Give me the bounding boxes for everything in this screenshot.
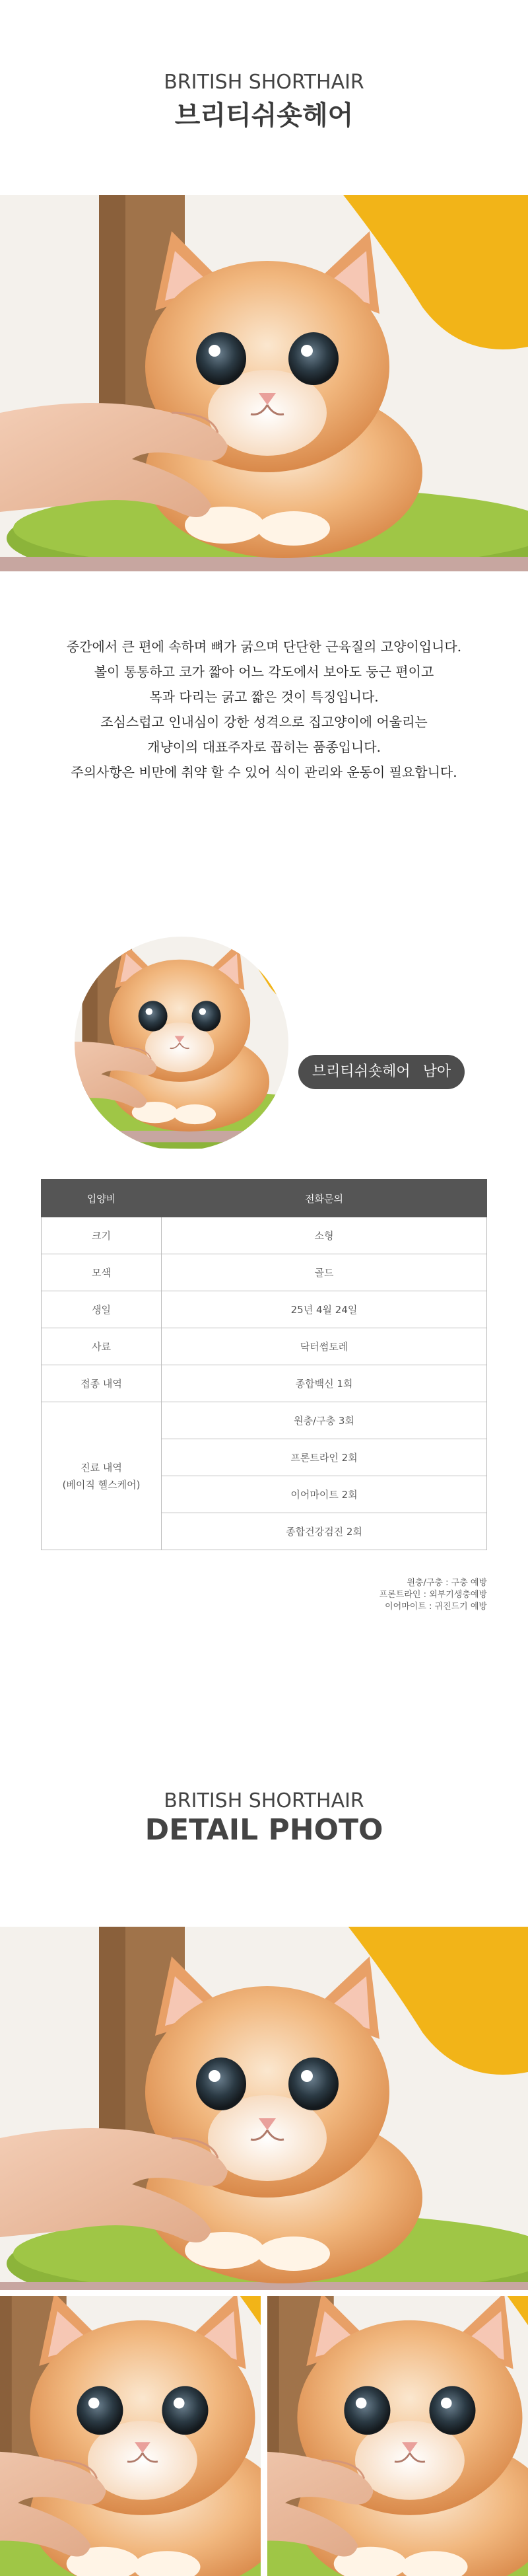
- treatment-notes: [380, 1577, 487, 1613]
- note-line: 원충/구충 : 구충 예방: [407, 1578, 487, 1588]
- table-row: [42, 1217, 487, 1254]
- detail-photo-large: [0, 1927, 528, 2290]
- detail-photo-right: [267, 2296, 528, 2576]
- kitten-photo-icon: [75, 937, 288, 1151]
- note-line: 이어마이트 : 귀진드기 예방: [385, 1602, 487, 1612]
- row-label: 사료: [42, 1328, 162, 1365]
- medical-label-line: 진료 내역: [81, 1461, 122, 1474]
- description-line: 볼이 통통하고 코가 짧아 어느 각도에서 보아도 둥근 편이고: [94, 664, 434, 680]
- row-label: 접종 내역: [42, 1365, 162, 1402]
- table-row: [42, 1328, 487, 1365]
- adoption-fee-value: 전화문의: [162, 1180, 487, 1217]
- medical-item: 프론트라인 2회: [162, 1439, 487, 1476]
- kitten-main-photo: [0, 195, 528, 571]
- row-label: 모색: [42, 1254, 162, 1291]
- medical-history-label: [42, 1402, 162, 1550]
- row-value: 골드: [162, 1254, 487, 1291]
- kitten-avatar: [75, 937, 288, 1151]
- kitten-photo-icon: [0, 195, 528, 571]
- row-label: 크기: [42, 1217, 162, 1254]
- kitten-photo-icon: [0, 1927, 528, 2290]
- description-line: 개냥이의 대표주자로 꼽히는 품종입니다.: [147, 739, 381, 755]
- row-value: 소형: [162, 1217, 487, 1254]
- kitten-photo-icon: [0, 2296, 261, 2576]
- detail-photo-left: [0, 2296, 261, 2576]
- description-line: 조심스럽고 인내심이 강한 성격으로 집고양이에 어울리는: [100, 714, 428, 730]
- row-value: 종합백신 1회: [162, 1365, 487, 1402]
- table-row: [42, 1180, 487, 1217]
- detail-photo-title: DETAIL PHOTO: [145, 1813, 383, 1847]
- description-line: 주의사항은 비만에 취약 할 수 있어 식이 관리와 운동이 필요합니다.: [71, 764, 457, 780]
- badge-sex: 남아: [422, 1063, 451, 1080]
- row-label: 생일: [42, 1291, 162, 1328]
- detail-breed-heading: BRITISH SHORTHAIR: [164, 1789, 364, 1812]
- kitten-info-table: [41, 1179, 487, 1550]
- row-value: 닥터썸토레: [162, 1328, 487, 1365]
- breed-english-heading: BRITISH SHORTHAIR: [164, 71, 364, 94]
- breed-sex-badge: [298, 1055, 465, 1089]
- kitten-photo-icon: [267, 2296, 528, 2576]
- medical-label-line: (베이직 헬스케어): [62, 1478, 141, 1491]
- description-line: 중간에서 큰 편에 속하며 뼈가 굵으며 단단한 근육질의 고양이입니다.: [66, 639, 462, 655]
- breed-korean-heading: 브리티쉬숏헤어: [174, 100, 354, 131]
- medical-item: 종합건강검진 2회: [162, 1513, 487, 1550]
- medical-item: 이어마이트 2회: [162, 1476, 487, 1513]
- table-row: [42, 1365, 487, 1402]
- table-row: [42, 1291, 487, 1328]
- adoption-fee-label: 입양비: [42, 1180, 162, 1217]
- row-value: 25년 4월 24일: [162, 1291, 487, 1328]
- breed-description: [40, 634, 488, 785]
- medical-item: 원충/구충 3회: [162, 1402, 487, 1439]
- description-line: 목과 다리는 굵고 짧은 것이 특징입니다.: [149, 689, 379, 705]
- note-line: 프론트라인 : 외부기생충예방: [379, 1590, 487, 1600]
- badge-breed: 브리티쉬숏헤어: [312, 1063, 411, 1080]
- table-row: [42, 1402, 487, 1439]
- table-row: [42, 1254, 487, 1291]
